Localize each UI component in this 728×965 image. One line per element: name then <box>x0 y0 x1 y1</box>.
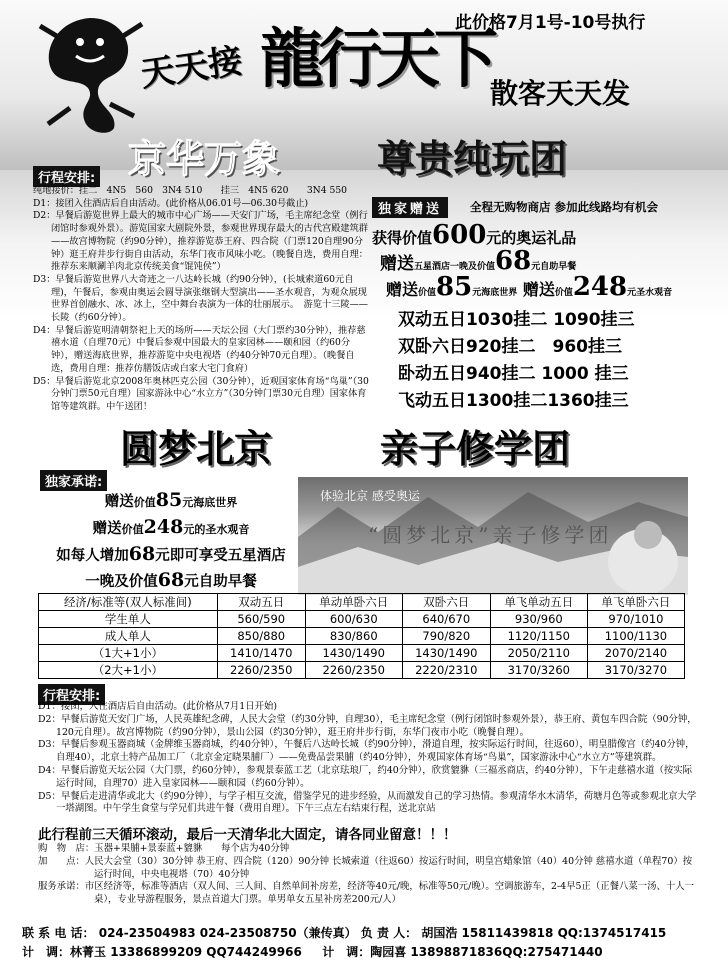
table-cell: 930/960 <box>490 611 587 628</box>
manager-qq: 1374517415 <box>582 926 667 940</box>
itinerary-item: D3：早餐后参观玉器商城（金牌维玉器商城，约40分钟），午餐后八达岭长城（约90分钟），滑道自理，按实际运行时间，往返60），明皇腊像宫（约40分钟，自理40），北京土特产品加工厂（北京金定晓果脯厂）——免费品尝果脯（约40分钟），外观国家体育场“鸟巢”，国家游泳中心“水立方”等建筑群。 <box>38 739 695 764</box>
itinerary-item: D1：接团，入住酒店后自由活动。(此价格从7月1日开始) <box>38 701 277 712</box>
table-row <box>39 611 685 628</box>
phone-number: 024-23504983 <box>98 926 196 940</box>
exclusive-gift-tag: 独家赠送 <box>372 197 448 218</box>
gift-word: 赠送 <box>522 280 555 299</box>
table-cell: 1410/1470 <box>217 645 305 662</box>
package-price-list <box>398 307 683 419</box>
planner-label: 计 调： <box>322 945 371 959</box>
section2-title-right: 亲子修学团 <box>380 427 571 471</box>
gift-text: 元自助早餐 <box>531 262 577 272</box>
table-cell: 2220/2310 <box>402 662 490 679</box>
table-header: 双卧六日 <box>402 594 490 611</box>
gift-text: 价值 <box>418 288 437 298</box>
table-cell: 成人单人 <box>39 628 218 645</box>
section1-title-right: 尊贵纯玩团 <box>377 137 568 181</box>
dragon-icon <box>30 8 150 138</box>
contact-line <box>22 943 666 962</box>
exclusive-gift-text: 全程无购物商店 参加此线路均有机会 <box>470 200 659 214</box>
qq-label: QQ: <box>502 945 528 959</box>
manager-label: 负 责 人： <box>360 926 418 940</box>
table-header: 双动五日 <box>217 594 305 611</box>
slogan-daily-pickup: 天天接 <box>138 41 245 95</box>
itinerary-item: 纯地接价：挂二 4N5 560 3N4 510 挂三 4N5 620 3N4 550 <box>33 185 348 196</box>
table-cell: （2大+1小） <box>39 662 218 679</box>
gift-text: 元圣水观音 <box>627 288 673 298</box>
itinerary-item: D5：早餐后走进清华或北大（约90分钟），与学子相互交流，借鉴学兄的进步经验，从而激发自己的学习热情。参观清华水木清华，荷塘月色等或参观北京大学一塔湖图。中午学生食堂与学兄们共进午餐（费用自理）。下午三点左右结束行程，送北京站 <box>38 790 697 815</box>
section2-title-left: 圆梦北京 <box>120 427 273 471</box>
planner-label: 计 调： <box>22 945 71 959</box>
contact-line <box>22 924 666 943</box>
table-cell: 学生单人 <box>39 611 218 628</box>
gift-amount: 85 <box>436 272 473 302</box>
gift-text: 五星酒店一晚及价值 <box>414 262 496 272</box>
extras-text: 人民大会堂（30）30分钟 恭王府、四合院（120）90分钟 长城索道（往返60）按运行时间，明皇宫蜡象馆（40）40分钟 慈禧水道（单程70）按运行时间，中央电视塔（70）40分钟 <box>84 855 693 880</box>
table-cell: 1430/1490 <box>402 645 490 662</box>
promise-item: 赠送价值85元海底世界 <box>104 489 238 511</box>
extras-text: 玉器+果脯+景泰蓝+貔貅 每个店为40分钟 <box>94 843 290 854</box>
extras-item <box>38 843 698 856</box>
gift-text: 元的奥运礼品 <box>486 229 577 247</box>
qq-label: QQ: <box>557 926 583 940</box>
photo-caption: 体验北京 感受奥运 <box>320 489 420 503</box>
itinerary-item: D2：早餐后游览天安门广场，人民英雄纪念碑，人民大会堂（约30分钟，自理30），毛主席纪念堂（例行闭馆时参观外景），恭王府、黄包车四合院（90分钟，120元自理）。故宫博物院（约90分钟），景山公园（约30分钟），逛王府井步行街，东华门夜市小吃（晚餐自理）。 <box>38 713 697 738</box>
gift-line-shows <box>386 272 672 302</box>
manager-name: 胡国浩 <box>421 926 458 940</box>
table-cell: 1430/1490 <box>305 645 402 662</box>
gift-text: 元海底世界 <box>472 288 518 298</box>
package-price: 卧动五日940挂二 1000 挂三 <box>398 364 629 384</box>
planner-name: 林菁玉 <box>70 945 107 959</box>
table-cell: 850/880 <box>217 628 305 645</box>
daily-departure-tag: 散客天天发 <box>490 77 631 110</box>
table-cell: 830/860 <box>305 628 402 645</box>
planner-name: 陶园喜 <box>370 945 407 959</box>
extras-item <box>38 856 698 882</box>
itinerary-item: D1：接团入住酒店后自由活动。(此价格从06.01号—06.30号截止) <box>33 197 309 209</box>
promo-photo <box>298 477 688 595</box>
itinerary-item: D3：早餐后游览世界八大奇迹之一八达岭长城（约90分钟），(长城索道60元自理)，午餐后，参观由奥运会圆导演张继钢大型演出——圣水观音，为观众展现世界首创融水、冰、冰上，空中舞台表演为一体的壮丽展示。 游览十三陵——长陵（约60分钟）。 <box>33 273 368 324</box>
table-header: 经济/标准等(双人标准间) <box>39 594 218 611</box>
table-cell: 2260/2350 <box>217 662 305 679</box>
itinerary-list <box>38 701 698 816</box>
table-cell: 1120/1150 <box>490 628 587 645</box>
phone-number: 024-23508750（兼传真） <box>199 926 357 940</box>
gift-word: 赠送 <box>380 254 414 274</box>
table-header: 单飞单动五日 <box>490 594 587 611</box>
planner-qq: 275471440 <box>527 945 603 959</box>
extras-label: 服务承诺： <box>38 881 85 893</box>
contact-block <box>22 924 666 962</box>
gift-text: 价值 <box>554 288 573 298</box>
gift-word: 赠送 <box>386 280 419 299</box>
table-cell: 640/670 <box>402 611 490 628</box>
gift-text: 获得价值 <box>372 229 433 247</box>
table-cell: 970/1010 <box>587 611 684 628</box>
promise-item: 一晚及价值68元自助早餐 <box>85 569 257 591</box>
gift-amount: 248 <box>572 272 628 302</box>
table-header-row <box>39 594 685 611</box>
planner-qq: QQ744249966 <box>206 945 302 959</box>
promise-item: 赠送价值248元的圣水观音 <box>92 516 250 538</box>
table-header: 单动单卧六日 <box>305 594 402 611</box>
package-price: 双卧六日920挂二 960挂三 <box>398 337 622 357</box>
table-row <box>39 645 685 662</box>
manager-mobile: 15811439818 <box>461 926 554 940</box>
table-cell: 2070/2140 <box>587 645 684 662</box>
itinerary-item: D4：早餐后游览明清朝祭祀上天的场所——天坛公园（大门票约30分钟），推荐慈禧水道（自理70元）中餐后参观中国最大的皇家园林——颐和园（约60分钟），赠送海底世界，推荐游览中央电视塔（约40分钟70元自理）。（晚餐自选，费用自理：推荐仿膳饭店或白家大宅门食府） <box>33 324 366 374</box>
price-validity-notice: 此价格7月1号-10号执行 <box>455 13 646 33</box>
table-row <box>39 662 685 679</box>
table-cell: （1大+1小） <box>39 645 218 662</box>
table-row <box>39 628 685 645</box>
table-cell: 1100/1130 <box>587 628 684 645</box>
table-cell: 600/630 <box>305 611 402 628</box>
extras-label: 加 点： <box>38 855 85 867</box>
table-cell: 3170/3270 <box>587 662 684 679</box>
phone-label: 联 系 电 话： <box>22 926 95 940</box>
table-cell: 790/820 <box>402 628 490 645</box>
itinerary-item: D2：早餐后游览世界上最大的城市中心广场——天安门广场，毛主席纪念堂（例行闭馆时参观外景）。游览国家大剧院外景，参观世界现存最大的古代宫殿建筑群——故宫博物院（约90分钟），推荐游览恭王府、四合院（门票120自理90分钟）逛王府井步行街自由活动，东华门夜市风味小吃。（晚餐自选，费用自理：推荐东来顺涮羊肉北京传统美食“馄饨侯”） <box>33 210 368 273</box>
section1-title-left: 京华万象 <box>128 137 281 181</box>
planner-mobile: 13386899209 <box>110 945 203 959</box>
package-price: 双动五日1030挂二 1090挂三 <box>398 310 635 330</box>
table-cell: 2050/2110 <box>490 645 587 662</box>
promise-tag: 独家承诺: <box>40 470 107 491</box>
promise-list <box>40 488 302 593</box>
itinerary-item: D5：早餐后游览北京2008年奥林匹克公园（30分钟），近观国家体育场“鸟巢”（30分钟门票50元自理）国家游泳中心“水立方”（30分钟门票30元自理）国家体育馆等建筑群。中午送团！ <box>33 375 369 412</box>
gift-amount: 68 <box>495 246 532 276</box>
table-cell: 2260/2350 <box>305 662 402 679</box>
itinerary-item: D4：早餐后游览天坛公园（大门票，约60分钟），参观景泰蓝工艺（北京珐琅厂，约40分钟），欣赏貔貅（三福丞商店，约40分钟），下午走慈禧水道（按实际运行时间，自理70）进入皇家园林——颐和园（约60分钟）。 <box>38 764 692 789</box>
photo-slogan: “圆梦北京”亲子修学团 <box>368 523 613 547</box>
slogan-dragon: 龍行天下 <box>260 22 492 97</box>
gift-amount: 600 <box>432 220 487 250</box>
itinerary-label: 行程安排: <box>33 166 100 187</box>
itinerary-label: 行程安排: <box>38 684 105 705</box>
table-cell: 3170/3260 <box>490 662 587 679</box>
extras-list <box>38 843 698 907</box>
extras-text: 市区经济等，标准等酒店（双人间、三人间、自然单间补房差，经济等40元/晚，标准等50元/晚）。空调旅游车，2-4早5正（正餐八菜一汤、十人一桌），专业导游程服务，景点首道大门票。单男单女五星补房差200元/人） <box>84 881 694 906</box>
table-cell: 560/590 <box>217 611 305 628</box>
planner-mobile: 13898871836 <box>410 945 503 959</box>
price-table <box>38 593 685 679</box>
extras-label: 购 物 店： <box>38 843 95 854</box>
rotation-note: 此行程前三天循环滚动，最后一天清华北大固定，请各同业留意！！！ <box>38 827 457 843</box>
extras-item <box>38 881 698 907</box>
itinerary-list <box>33 185 371 414</box>
table-header: 单飞单卧六日 <box>587 594 684 611</box>
package-price: 飞动五日1300挂二1360挂三 <box>398 391 629 411</box>
promise-item: 如每人增加68元即可享受五星酒店 <box>56 543 286 565</box>
